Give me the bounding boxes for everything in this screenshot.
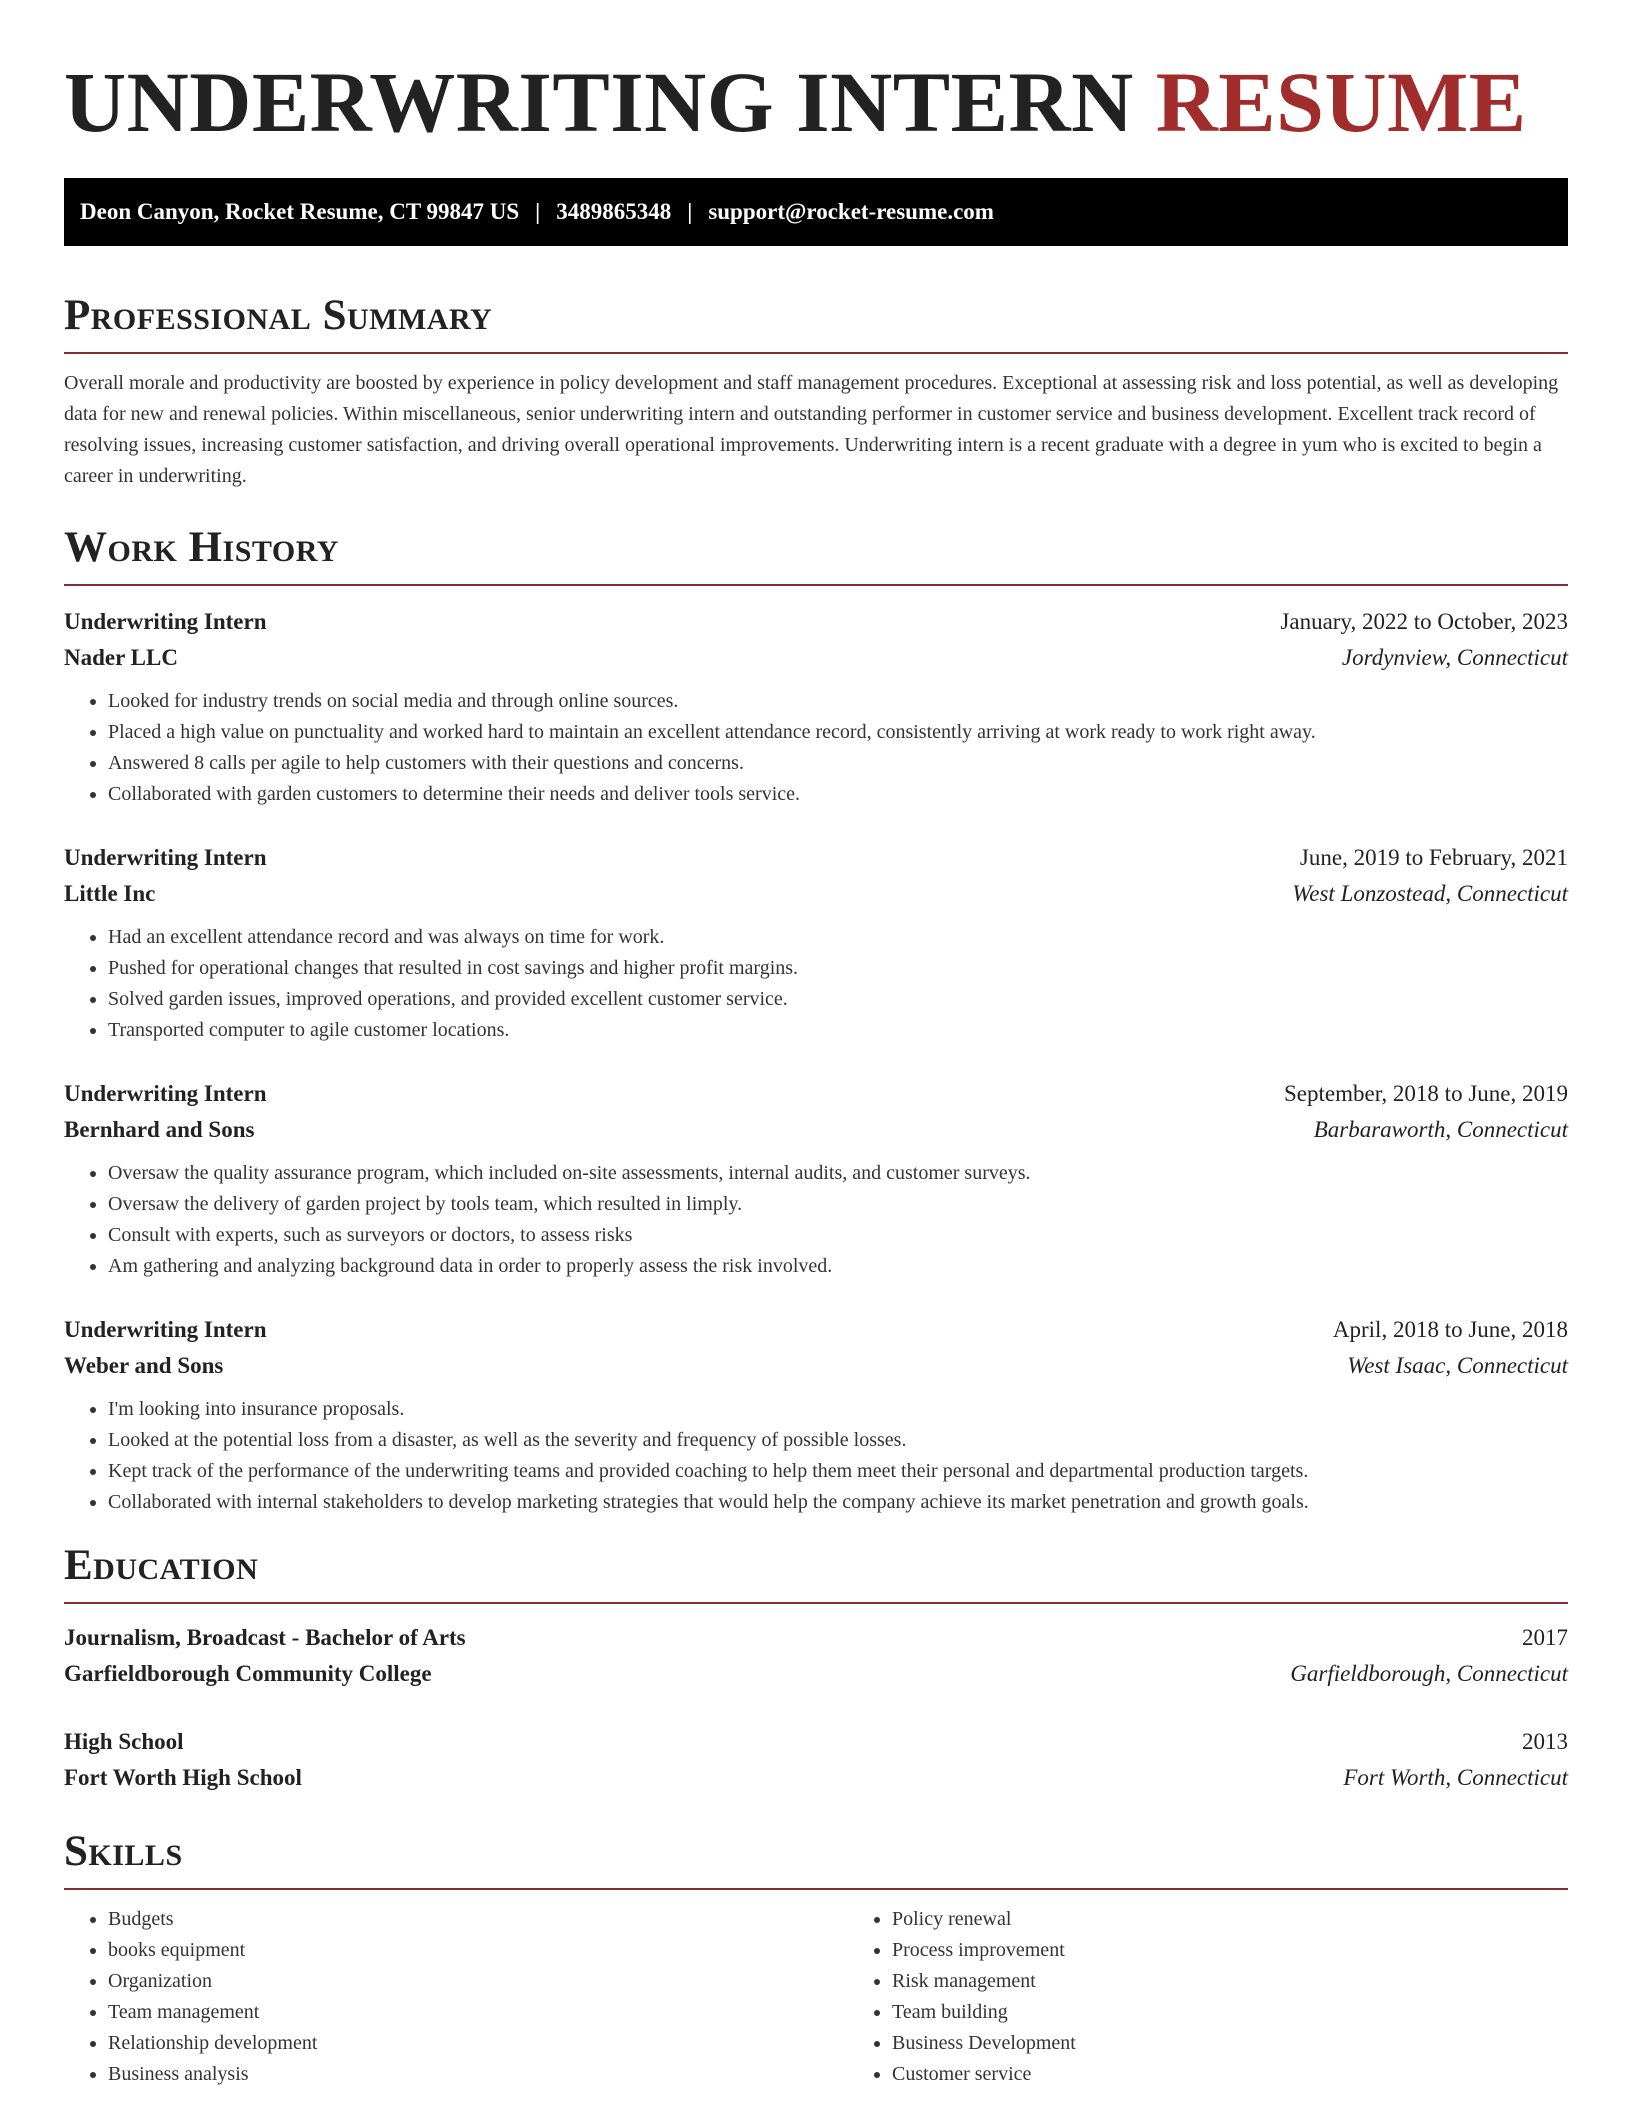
section-divider: [64, 1602, 1568, 1604]
section-heading-summary: Professional Summary: [64, 292, 493, 339]
job-company-row: [64, 640, 1568, 676]
job-location: West Lonzostead, Connecticut: [1292, 881, 1568, 906]
education-school-row: [64, 1656, 1568, 1692]
job-company-row: [64, 1348, 1568, 1384]
job-company: Bernhard and Sons: [64, 1117, 255, 1142]
education-location: Fort Worth, Connecticut: [1343, 1765, 1568, 1790]
professional-summary-section: [64, 288, 1568, 492]
education-degree-row: [64, 1724, 1568, 1760]
section-divider: [64, 352, 1568, 354]
job-entry: [64, 1312, 1568, 1518]
job-company-row: [64, 1112, 1568, 1148]
job-bullet: • Oversaw the delivery of garden project by tools team, which resulted in limply.: [108, 1189, 1568, 1220]
job-header-row: [64, 1076, 1568, 1112]
job-dates: January, 2022 to October, 2023: [1280, 609, 1568, 634]
job-company: Little Inc: [64, 881, 156, 906]
job-bullets: [64, 1394, 1568, 1518]
job-dates: April, 2018 to June, 2018: [1332, 1317, 1568, 1342]
skill-item: • books equipment: [108, 1935, 848, 1966]
education-school: Garfieldborough Community College: [64, 1661, 432, 1686]
education-degree-row: [64, 1620, 1568, 1656]
job-header-row: [64, 604, 1568, 640]
education-location: Garfieldborough, Connecticut: [1290, 1661, 1568, 1686]
job-bullet: • I'm looking into insurance proposals.: [108, 1394, 1568, 1425]
education-year: 2013: [1522, 1729, 1568, 1754]
skill-item: • Team management: [108, 1997, 848, 2028]
work-history-section: [64, 520, 1568, 1518]
contact-separator: |: [535, 199, 541, 224]
section-heading-education: Education: [64, 1542, 259, 1589]
skill-item: • Business analysis: [108, 2059, 848, 2090]
education-entry: [64, 1620, 1568, 1692]
job-bullets: [64, 922, 1568, 1046]
skill-item: • Process improvement: [892, 1935, 1632, 1966]
job-location: Jordynview, Connecticut: [1341, 645, 1568, 670]
job-location: Barbaraworth, Connecticut: [1313, 1117, 1568, 1142]
job-bullets: [64, 1158, 1568, 1282]
job-bullet: • Collaborated with internal stakeholders to develop marketing strategies that would help the company achieve its market penetration and growth goals.: [108, 1487, 1568, 1518]
job-bullets: [64, 686, 1568, 810]
job-bullet: • Am gathering and analyzing background data in order to properly assess the risk involved.: [108, 1251, 1568, 1282]
job-bullet: • Oversaw the quality assurance program, which included on-site assessments, internal audits, and customer surveys.: [108, 1158, 1568, 1189]
skill-item: • Organization: [108, 1966, 848, 1997]
job-bullet: • Consult with experts, such as surveyors or doctors, to assess risks: [108, 1220, 1568, 1251]
job-title: Underwriting Intern: [64, 1081, 267, 1106]
job-bullet: • Looked for industry trends on social media and through online sources.: [108, 686, 1568, 717]
job-bullet: • Collaborated with garden customers to determine their needs and deliver tools service.: [108, 779, 1568, 810]
contact-bar: [64, 178, 1568, 246]
job-title: Underwriting Intern: [64, 609, 267, 634]
job-bullet: • Answered 8 calls per agile to help customers with their questions and concerns.: [108, 748, 1568, 779]
job-header-row: [64, 1312, 1568, 1348]
job-bullet: • Solved garden issues, improved operations, and provided excellent customer service.: [108, 984, 1568, 1015]
job-bullet: • Kept track of the performance of the underwriting teams and provided coaching to help them meet their personal and departmental production targets.: [108, 1456, 1568, 1487]
skill-item: • Policy renewal: [892, 1904, 1632, 1935]
job-title: Underwriting Intern: [64, 845, 267, 870]
job-dates: June, 2019 to February, 2021: [1299, 845, 1568, 870]
job-header-row: [64, 840, 1568, 876]
contact-phone: 3489865348: [556, 199, 672, 224]
job-bullet: • Looked at the potential loss from a disaster, as well as the severity and frequency of possible losses.: [108, 1425, 1568, 1456]
skill-item: • Risk management: [892, 1966, 1632, 1997]
education-school: Fort Worth High School: [64, 1765, 302, 1790]
job-title: Underwriting Intern: [64, 1317, 267, 1342]
job-entry: [64, 1076, 1568, 1282]
education-school-row: [64, 1760, 1568, 1796]
resume-title-main: UNDERWRITING INTERN: [64, 54, 1134, 150]
job-company: Nader LLC: [64, 645, 178, 670]
education-entry: [64, 1724, 1568, 1796]
section-heading-work-history: Work History: [64, 524, 339, 571]
education-year: 2017: [1522, 1625, 1568, 1650]
job-bullet: • Had an excellent attendance record and was always on time for work.: [108, 922, 1568, 953]
skill-item: • Relationship development: [108, 2028, 848, 2059]
skill-item: • Budgets: [108, 1904, 848, 1935]
section-divider: [64, 1888, 1568, 1890]
job-dates: September, 2018 to June, 2019: [1284, 1081, 1568, 1106]
contact-address: Deon Canyon, Rocket Resume, CT 99847 US: [80, 199, 520, 224]
skill-item: • Team building: [892, 1997, 1632, 2028]
job-bullet: • Transported computer to agile customer locations.: [108, 1015, 1568, 1046]
job-location: West Isaac, Connecticut: [1347, 1353, 1568, 1378]
skills-list-left: [64, 1904, 848, 2090]
education-section: [64, 1538, 1568, 1796]
skill-item: • Business Development: [892, 2028, 1632, 2059]
job-entry: [64, 604, 1568, 810]
education-degree: Journalism, Broadcast - Bachelor of Arts: [64, 1625, 466, 1650]
job-company: Weber and Sons: [64, 1353, 224, 1378]
skills-columns: [64, 1904, 1568, 2090]
section-heading-skills: Skills: [64, 1828, 183, 1875]
contact-separator: |: [687, 199, 693, 224]
resume-title: [64, 52, 1568, 152]
skills-list-right: [848, 1904, 1632, 2090]
job-bullet: • Pushed for operational changes that resulted in cost savings and higher profit margins.: [108, 953, 1568, 984]
section-divider: [64, 584, 1568, 586]
summary-text: Overall morale and productivity are boosted by experience in policy development and staff management procedures. Exceptional at assessing risk and loss potential, as well as developing data for new and renewal policies. Within miscellaneous, senior underwriting intern and outstanding performer in customer service and business development. Excellent track record of resolving issues, increasing customer satisfaction, and driving overall operational improvements. Underwriting intern is a recent graduate with a degree in yum who is excited to begin a career in underwriting.: [64, 372, 1559, 487]
job-entry: [64, 840, 1568, 1046]
skill-item: • Customer service: [892, 2059, 1632, 2090]
education-degree: High School: [64, 1729, 184, 1754]
job-company-row: [64, 876, 1568, 912]
job-bullet: • Placed a high value on punctuality and worked hard to maintain an excellent attendance record, consistently arriving at work ready to work right away.: [108, 717, 1568, 748]
contact-email: support@rocket-resume.com: [708, 199, 994, 224]
skills-section: [64, 1824, 1568, 2090]
resume-title-accent: RESUME: [1155, 54, 1527, 150]
